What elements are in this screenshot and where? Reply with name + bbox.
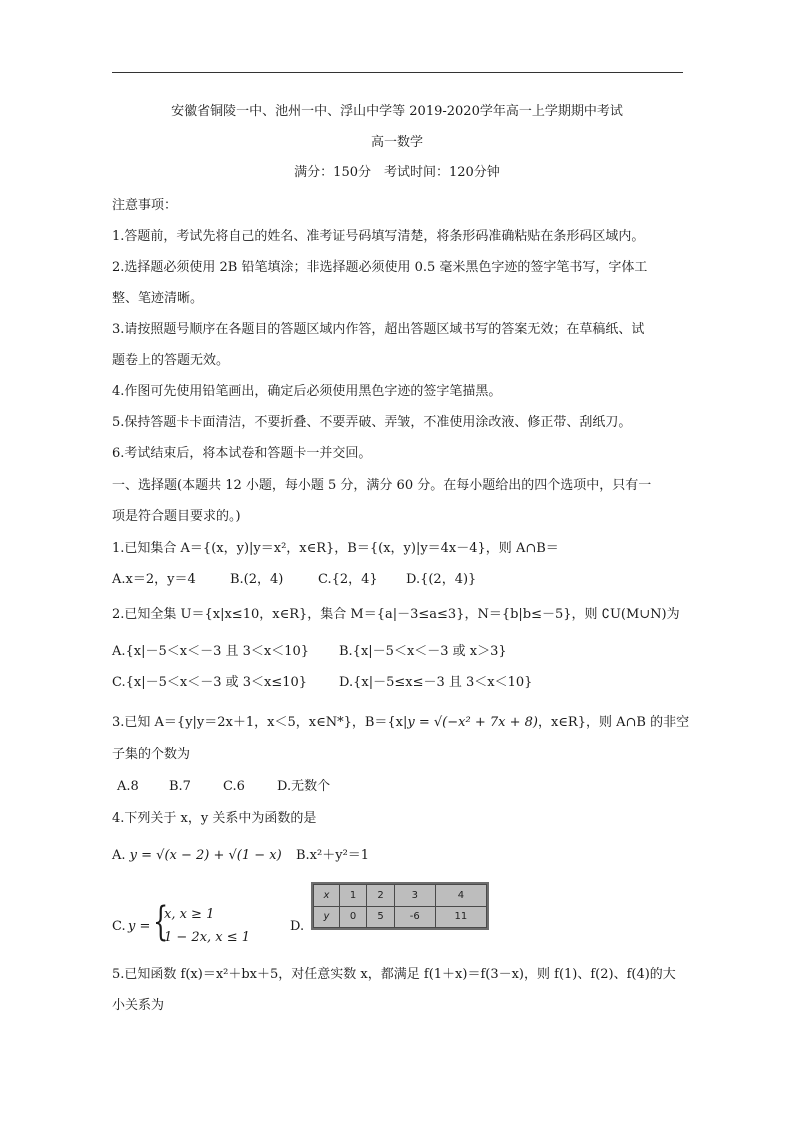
note-item: 题卷上的答题无效。 bbox=[112, 353, 230, 368]
q1-option-a: A.x＝2，y＝4 bbox=[112, 572, 196, 587]
q2-stem: 2.已知全集 U＝{x|x≤10，x∈R}，集合 M＝{a|－3≤a≤3}，N＝{b|b≤－5}，则 ∁U(M∪N)为 bbox=[112, 607, 680, 622]
note-item: 5.保持答题卡卡面清洁，不要折叠、不要弄破、弄皱，不准使用涂改液、修正带、刮纸刀。 bbox=[112, 415, 632, 430]
note-item: 3.请按照题号顺序在各题目的答题区域内作答，超出答题区域书写的答案无效；在草稿纸、试 bbox=[112, 322, 645, 337]
table-cell: -6 bbox=[394, 906, 435, 928]
q4-option-d-label: D. bbox=[290, 919, 305, 934]
q1-option-c: C.{2，4} bbox=[318, 572, 378, 587]
notes-heading: 注意事项： bbox=[112, 198, 178, 213]
table-cell: 11 bbox=[435, 906, 486, 928]
q4-option-c-case2: 1 − 2x, x ≤ 1 bbox=[164, 930, 251, 945]
q3-stem-pre: 3.已知 A＝{y|y＝2x＋1，x＜5，x∈N*}，B＝{x| bbox=[112, 715, 408, 730]
q4-option-c-label: C. bbox=[112, 919, 126, 934]
table-cell: 0 bbox=[339, 906, 367, 928]
q4-stem: 4.下列关于 x，y 关系中为函数的是 bbox=[112, 811, 317, 826]
q3-stem bbox=[112, 714, 689, 732]
q2-option-c: C.{x|－5＜x＜－3 或 3＜x≤10} bbox=[112, 675, 308, 690]
q5-stem-line2: 小关系为 bbox=[112, 998, 165, 1013]
q4-option-b: B.x²＋y²＝1 bbox=[296, 848, 370, 863]
q1-option-d: D.{(2，4)} bbox=[406, 572, 477, 587]
q4-option-c-brace: { bbox=[153, 899, 169, 945]
q5-stem: 5.已知函数 f(x)＝x²＋bx＋5，对任意实数 x，都满足 f(1＋x)＝f(3－x)，则 f(1)、f(2)、f(4)的大 bbox=[112, 967, 676, 982]
q4-option-d-table bbox=[311, 882, 489, 930]
table-cell: 4 bbox=[435, 885, 486, 907]
table-row bbox=[314, 906, 487, 928]
table-cell: 1 bbox=[339, 885, 367, 907]
q3-option-a: A.8 bbox=[117, 779, 139, 794]
table-cell: 3 bbox=[394, 885, 435, 907]
note-item: 4.作图可先使用铅笔画出，确定后必须使用黑色字迹的签字笔描黑。 bbox=[112, 384, 502, 399]
table-cell: x bbox=[314, 885, 340, 907]
table-cell: 2 bbox=[367, 885, 395, 907]
exam-subject: 高一数学 bbox=[370, 135, 423, 150]
section-intro: 一、选择题(本题共 12 小题，每小题 5 分，满分 60 分。在每小题给出的四个选项中，只有一 bbox=[112, 478, 652, 493]
q2-option-d: D.{x|－5≤x≤－3 且 3＜x＜10} bbox=[339, 675, 533, 690]
q4-option-c-lhs: y = bbox=[128, 919, 151, 934]
q2-option-a: A.{x|－5＜x＜－3 且 3＜x＜10} bbox=[112, 644, 310, 659]
q1-stem: 1.已知集合 A＝{(x，y)|y＝x²，x∈R}，B＝{(x，y)|y＝4x－4}，则 A∩B＝ bbox=[112, 541, 559, 556]
top-rule bbox=[112, 72, 683, 73]
q4-option-a-label: A. bbox=[112, 848, 126, 863]
q4-option-c-case1: x, x ≥ 1 bbox=[164, 907, 215, 922]
exam-title: 安徽省铜陵一中、池州一中、浮山中学等 2019-2020学年高一上学期期中考试 bbox=[171, 104, 623, 119]
q3-stem-post: ，x∈R}，则 A∩B 的非空 bbox=[537, 715, 690, 730]
exam-score-time: 满分：150分 考试时间：120分钟 bbox=[294, 165, 500, 180]
q3-option-c: C.6 bbox=[223, 779, 245, 794]
table-cell: y bbox=[314, 906, 340, 928]
q4-option-a bbox=[112, 847, 282, 865]
q3-option-d: D.无数个 bbox=[277, 779, 331, 794]
note-item: 整、笔迹清晰。 bbox=[112, 291, 204, 306]
section-intro: 项是符合题目要求的。) bbox=[112, 509, 241, 524]
q2-option-b: B.{x|－5＜x＜－3 或 x＞3} bbox=[339, 644, 507, 659]
note-item: 2.选择题必须使用 2B 铅笔填涂；非选择题必须使用 0.5 毫米黑色字迹的签字笔书写，字体工 bbox=[112, 260, 648, 275]
q3-stem-line2: 子集的个数为 bbox=[112, 747, 191, 762]
q3-option-b: B.7 bbox=[169, 779, 191, 794]
table-row bbox=[314, 885, 487, 907]
note-item: 6.考试结束后，将本试卷和答题卡一并交回。 bbox=[112, 446, 372, 461]
note-item: 1.答题前，考试先将自己的姓名、准考证号码填写清楚，将条形码准确粘贴在条形码区域内。 bbox=[112, 229, 645, 244]
q3-stem-math: y = √(−x² + 7x + 8) bbox=[407, 715, 538, 730]
q1-option-b: B.(2，4) bbox=[230, 572, 284, 587]
table-cell: 5 bbox=[367, 906, 395, 928]
q4-option-a-math: y = √(x − 2) + √(1 − x) bbox=[129, 848, 282, 863]
